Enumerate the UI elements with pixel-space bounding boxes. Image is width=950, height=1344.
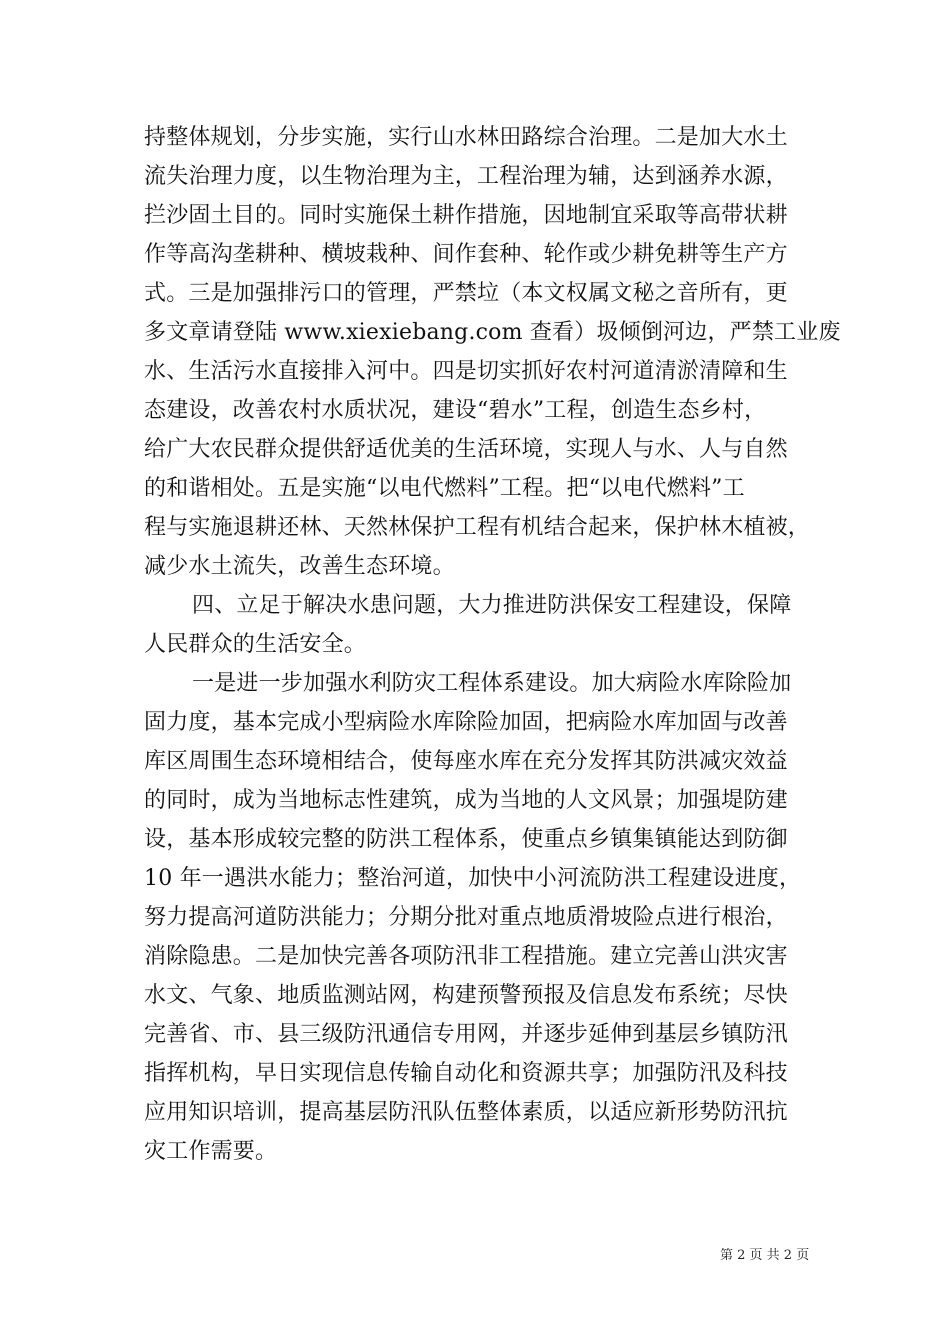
paragraph-1-line-8: 态建设，改善农村水质状况，建设“碧水”工程，创造生态乡村， xyxy=(144,398,767,423)
page-number-footer: 第 2 页 共 2 页 xyxy=(720,1248,810,1263)
paragraph-1-line-5: 式。三是加强排污口的管理，严禁垃（本文权属文秘之音所有，更 xyxy=(144,281,788,306)
paragraph-1-line-9: 给广大农民群众提供舒适优美的生活环境，实现人与水、人与自然 xyxy=(144,437,788,462)
paragraph-2-line-2: 固力度，基本完成小型病险水库除险加固，把病险水库加固与改善 xyxy=(144,710,788,735)
paragraph-2-line-13: 灾工作需要。 xyxy=(144,1139,278,1164)
paragraph-2-line-9: 水文、气象、地质监测站网，构建预警预报及信息发布系统；尽快 xyxy=(144,983,788,1008)
paragraph-1-line-1: 持整体规划，分步实施，实行山水林田路综合治理。二是加大水土 xyxy=(144,125,788,150)
paragraph-2-line-4: 的同时，成为当地标志性建筑，成为当地的人文风景；加强堤防建 xyxy=(144,788,788,813)
paragraph-2-line-7: 努力提高河道防洪能力；分期分批对重点地质滑坡险点进行根治， xyxy=(144,905,788,930)
paragraph-2-line-11: 指挥机构，早日实现信息传输自动化和资源共享；加强防汛及科技 xyxy=(144,1061,788,1086)
heading-section-4-line-1: 四、立足于解决水患问题，大力推进防洪保安工程建设，保障 xyxy=(192,593,792,618)
paragraph-1-line-7: 水、生活污水直接排入河中。四是切实抓好农村河道清淤清障和生 xyxy=(144,359,788,384)
paragraph-2-line-8: 消除隐患。二是加快完善各项防汛非工程措施。建立完善山洪灾害 xyxy=(144,944,788,969)
paragraph-1-line-4: 作等高沟垄耕种、横坡栽种、间作套种、轮作或少耕免耕等生产方 xyxy=(144,242,788,267)
paragraph-1-line-10: 的和谐相处。五是实施“以电代燃料”工程。把“以电代燃料”工 xyxy=(144,476,745,501)
paragraph-2-line-12: 应用知识培训，提高基层防汛队伍整体素质，以适应新形势防汛抗 xyxy=(144,1100,788,1125)
paragraph-1-line-11: 程与实施退耕还林、天然林保护工程有机结合起来，保护林木植被， xyxy=(144,515,811,540)
paragraph-1-line-2: 流失治理力度，以生物治理为主，工程治理为辅，达到涵养水源， xyxy=(144,164,788,189)
paragraph-2-line-1: 一是进一步加强水利防灾工程体系建设。加大病险水库除险加 xyxy=(192,671,792,696)
paragraph-2-line-10: 完善省、市、县三级防汛通信专用网，并逐步延伸到基层乡镇防汛 xyxy=(144,1022,788,1047)
heading-section-4-line-2: 人民群众的生活安全。 xyxy=(144,632,367,657)
paragraph-2-line-3: 库区周围生态环境相结合，使每座水库在充分发挥其防洪减灾效益 xyxy=(144,749,788,774)
paragraph-1-line-3: 拦沙固土目的。同时实施保土耕作措施，因地制宜采取等高带状耕 xyxy=(144,203,788,228)
paragraph-2-line-5: 设，基本形成较完整的防洪工程体系，使重点乡镇集镇能达到防御 xyxy=(144,827,788,852)
paragraph-1-line-12: 减少水土流失，改善生态环境。 xyxy=(144,554,455,579)
paragraph-2-line-6: 10 年一遇洪水能力；整治河道，加快中小河流防洪工程建设进度， xyxy=(144,866,802,891)
paragraph-1-line-6: 多文章请登陆 www.xiexiebang.com 查看）圾倾倒河边，严禁工业废 xyxy=(144,320,841,345)
